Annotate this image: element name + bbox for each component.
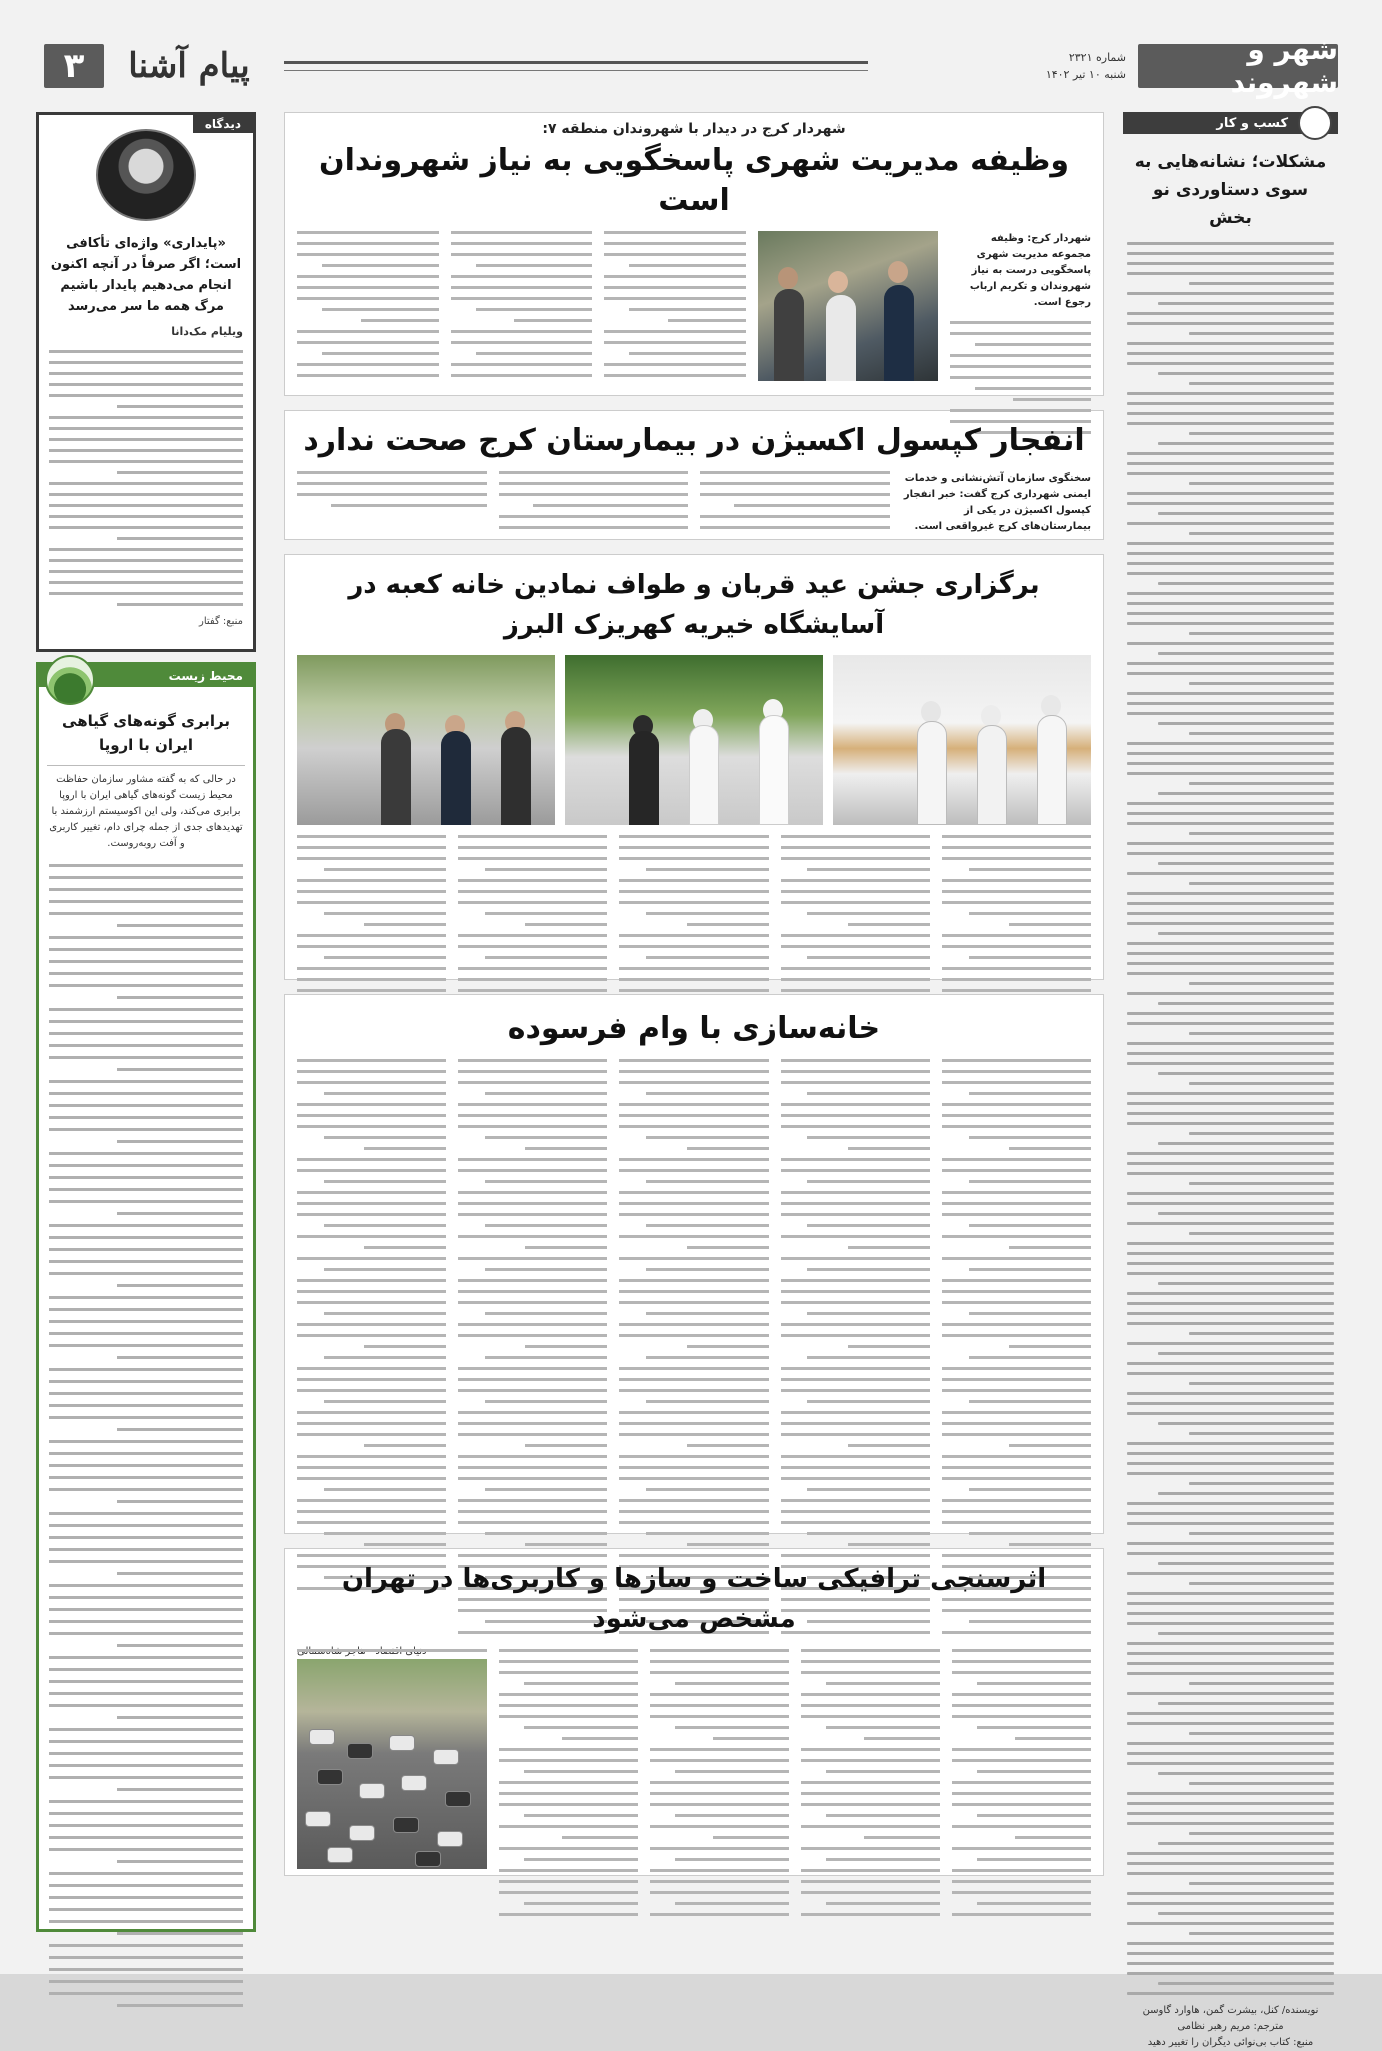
environment-label: محیط زیست bbox=[39, 665, 253, 687]
ceremony-photo bbox=[833, 655, 1091, 825]
article-eid bbox=[284, 554, 1104, 980]
globe-icon: ◎ bbox=[1298, 106, 1332, 140]
article-lead: سخنگوی سازمان آتش‌نشانی و خدمات ایمنی شهرداری کرج گفت: خبر انفجار کپسول اکسیژن در یکی از بیمارستان‌های کرج غیرواقعی است. bbox=[903, 473, 1091, 532]
article-body bbox=[285, 835, 1103, 1004]
article-body bbox=[285, 471, 1103, 549]
mayor-photo bbox=[758, 231, 938, 381]
article-body bbox=[285, 1059, 1103, 1646]
article-body bbox=[1123, 240, 1338, 1997]
article-body bbox=[285, 231, 1103, 446]
article-credits bbox=[1123, 1997, 1338, 2051]
left-column bbox=[36, 112, 256, 1954]
environment-body bbox=[39, 858, 253, 2013]
issue-info bbox=[878, 44, 1138, 88]
opinion-author: ویلیام مک‌دانا bbox=[171, 325, 243, 338]
article-headline: برگزاری جشن عید قربان و طواف نمادین خانه کعبه در آسایشگاه خیریه کهریزک البرز bbox=[348, 570, 1040, 640]
source-credit: منبع: کتاب بی‌نوائی دیگران را تغییر دهید bbox=[1147, 2037, 1314, 2048]
masthead-rule bbox=[284, 61, 868, 71]
article-title: مشکلات؛ نشانه‌هایی به سوی دستاوردی نو بخش bbox=[1134, 152, 1327, 228]
article-headline: اثرسنجی ترافیکی ساخت و سازها و کاربری‌ها در تهران مشخص می‌شود bbox=[341, 1564, 1047, 1634]
article-kicker: شهردار کرج در دیدار با شهروندان منطقه ۷: bbox=[542, 121, 846, 137]
photo-gallery bbox=[285, 655, 1103, 835]
issue-number: شماره ۲۳۲۱ bbox=[1068, 51, 1126, 64]
pilgrims-photo bbox=[565, 655, 823, 825]
newspaper-logo: پیام آشنا bbox=[128, 46, 250, 86]
issue-date: شنبه ۱۰ تیر ۱۴۰۲ bbox=[1045, 68, 1126, 81]
article-headline: خانه‌سازی با وام فرسوده bbox=[507, 1011, 881, 1046]
article-headline: وظیفه مدیریت شهری پاسخگویی به نیاز شهروندان است bbox=[318, 143, 1070, 218]
section-title: شهر و شهروند bbox=[1138, 44, 1338, 88]
masthead bbox=[44, 33, 1338, 99]
article-traffic bbox=[284, 1548, 1104, 1876]
opinion-quote: «پایداری» واژه‌ای تأکافی است؛ اگر صرفاً در آنچه اکنون انجام می‌دهیم پایدار باشیم مرگ همه ما سر می‌رسد bbox=[50, 236, 242, 314]
article-housing bbox=[284, 994, 1104, 1534]
page-number: ۳ bbox=[44, 44, 104, 88]
author-credit: نویسنده/ کنل، بیشرت گمن، هاوارد گاوسن bbox=[1142, 2005, 1319, 2016]
right-column bbox=[1123, 112, 1338, 2048]
category-bar bbox=[1123, 112, 1338, 134]
opinion-box bbox=[36, 112, 256, 652]
translator-credit: مترجم: مریم رهبر نظامی bbox=[1177, 2021, 1284, 2032]
article-lead: شهردار کرج: وظیفه مجموعه مدیریت شهری پاسخگویی درست به نیاز شهروندان و تکریم ارباب رجوع است. bbox=[969, 233, 1091, 308]
author-photo bbox=[96, 129, 196, 221]
officials-photo bbox=[297, 655, 555, 825]
opinion-body bbox=[39, 344, 253, 612]
center-column bbox=[284, 112, 1104, 1890]
opinion-label: دیدگاه bbox=[193, 115, 253, 133]
article-explosion bbox=[284, 410, 1104, 540]
article-headline: انفجار کپسول اکسیژن در بیمارستان کرج صحت ندارد bbox=[303, 423, 1085, 458]
article-mayor bbox=[284, 112, 1104, 396]
nature-icon bbox=[45, 655, 95, 705]
environment-title: برابری گونه‌های گیاهی ایران با اروپا bbox=[47, 687, 245, 766]
opinion-source: منبع: گفتار bbox=[199, 616, 243, 627]
traffic-photo bbox=[297, 1659, 487, 1869]
environment-box bbox=[36, 662, 256, 1932]
category-label: کسب و کار bbox=[1216, 115, 1288, 131]
environment-lead: در حالی که به گفته مشاور سازمان حفاظت محیط زیست گونه‌های گیاهی ایران با اروپا برابری می‌کند، ولی این اکوسیستم ارزشمند با تهدیدهای جدی از جمله چرای دام، تغییر کاربری و آفت روبه‌روست. bbox=[49, 774, 243, 849]
